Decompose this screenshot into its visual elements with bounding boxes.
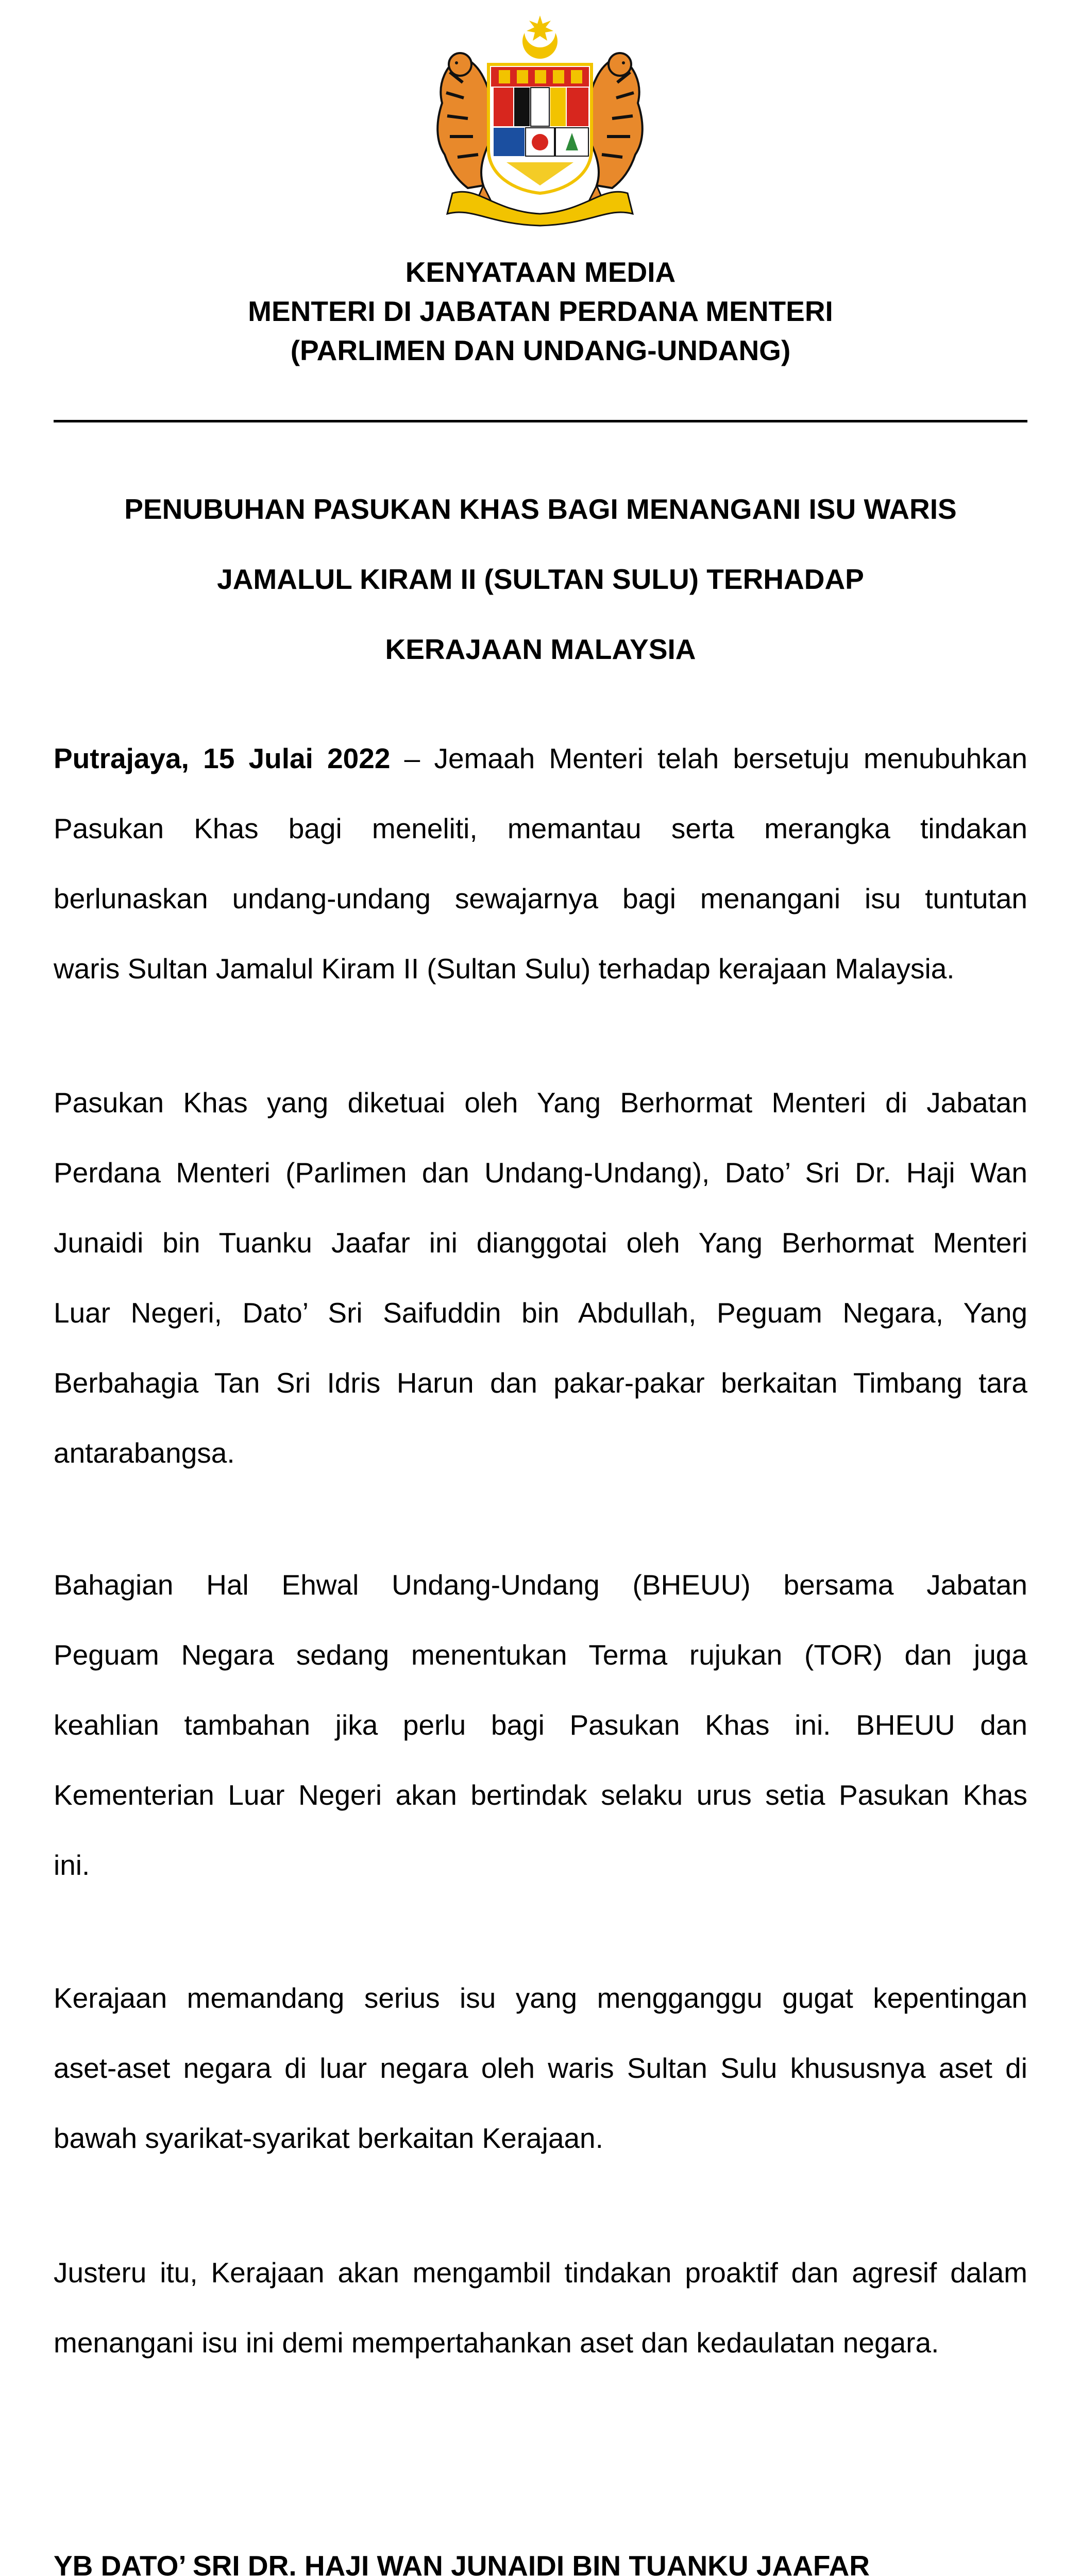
paragraph-line: Junaidi bin Tuanku Jaafar ini dianggotai oleh Yang Berhormat Menteri <box>54 1227 1027 1259</box>
header-portfolio: (PARLIMEN DAN UNDANG-UNDANG) <box>290 334 791 366</box>
paragraph-line: keahlian tambahan jika perlu bagi Pasukan Khas ini. BHEUU dan <box>54 1709 1027 1741</box>
paragraph-4 <box>54 1963 1027 2173</box>
paragraph-3 <box>54 1550 1027 1900</box>
dateline: Putrajaya, 15 Julai 2022 <box>54 742 391 774</box>
paragraph-line: Luar Negeri, Dato’ Sri Saifuddin bin Abdullah, Peguam Negara, Yang <box>54 1297 1027 1329</box>
right-tiger-icon <box>586 53 643 204</box>
paragraph-5 <box>54 2238 1027 2378</box>
title-line: JAMALUL KIRAM II (SULTAN SULU) TERHADAP <box>217 563 864 595</box>
paragraph-line <box>54 723 1027 793</box>
header-ministry: MENTERI DI JABATAN PERDANA MENTERI <box>248 295 833 327</box>
statement-header <box>0 252 1081 370</box>
paragraph-line: Pasukan Khas bagi meneliti, memantau serta merangka tindakan <box>54 812 1027 844</box>
paragraph-line: Peguam Negara sedang menentukan Terma rujukan (TOR) dan juga <box>54 1639 1027 1671</box>
signatory-name: YB DATO’ SRI DR. HAJI WAN JUNAIDI BIN TUANKU JAAFAR <box>54 2550 870 2576</box>
paragraph-2 <box>54 1067 1027 1488</box>
crescent-star-icon <box>522 15 558 59</box>
paragraph-line: menangani isu ini demi mempertahankan aset dan kedaulatan negara. <box>54 2327 939 2359</box>
paragraph-line: Kerajaan memandang serius isu yang mengganggu gugat kepentingan <box>54 1982 1027 2014</box>
paragraph-line: Berbahagia Tan Sri Idris Harun dan pakar-pakar berkaitan Timbang tara <box>54 1367 1027 1399</box>
paragraph-line: aset-aset negara di luar negara oleh waris Sultan Sulu khususnya aset di <box>54 2052 1027 2084</box>
signature-block <box>54 2531 1027 2576</box>
paragraph-line: Bahagian Hal Ehwal Undang-Undang (BHEUU) bersama Jabatan <box>54 1569 1027 1601</box>
paragraph-line: antarabangsa. <box>54 1437 235 1469</box>
paragraph-line: Justeru itu, Kerajaan akan mengambil tindakan proaktif dan agresif dalam <box>54 2257 1027 2289</box>
left-tiger-icon <box>437 53 494 204</box>
title-line: PENUBUHAN PASUKAN KHAS BAGI MENANGANI ISU WARIS <box>124 493 957 525</box>
paragraph-line: Pasukan Khas yang diketuai oleh Yang Berhormat Menteri di Jabatan <box>54 1087 1027 1118</box>
shield-icon <box>488 64 592 193</box>
paragraph-text: – Jemaah Menteri telah bersetuju menubuhkan <box>390 742 1027 774</box>
paragraph-line: Perdana Menteri (Parlimen dan Undang-Undang), Dato’ Sri Dr. Haji Wan <box>54 1157 1027 1189</box>
paragraph-line: berlunaskan undang-undang sewajarnya bagi menangani isu tuntutan <box>54 883 1027 914</box>
statement-title <box>54 474 1027 684</box>
header-label: KENYATAAN MEDIA <box>405 256 676 288</box>
paragraph-line: waris Sultan Jamalul Kiram II (Sultan Sulu) terhadap kerajaan Malaysia. <box>54 953 955 985</box>
motto-ribbon-icon <box>447 192 633 226</box>
header-divider <box>54 420 1027 422</box>
paragraph-line: ini. <box>54 1849 90 1881</box>
coat-of-arms-icon <box>406 15 674 227</box>
title-line: KERAJAAN MALAYSIA <box>385 633 696 665</box>
paragraph-1 <box>54 723 1027 1004</box>
paragraph-line: Kementerian Luar Negeri akan bertindak selaku urus setia Pasukan Khas <box>54 1779 1027 1811</box>
paragraph-line: bawah syarikat-syarikat berkaitan Kerajaan. <box>54 2122 603 2154</box>
